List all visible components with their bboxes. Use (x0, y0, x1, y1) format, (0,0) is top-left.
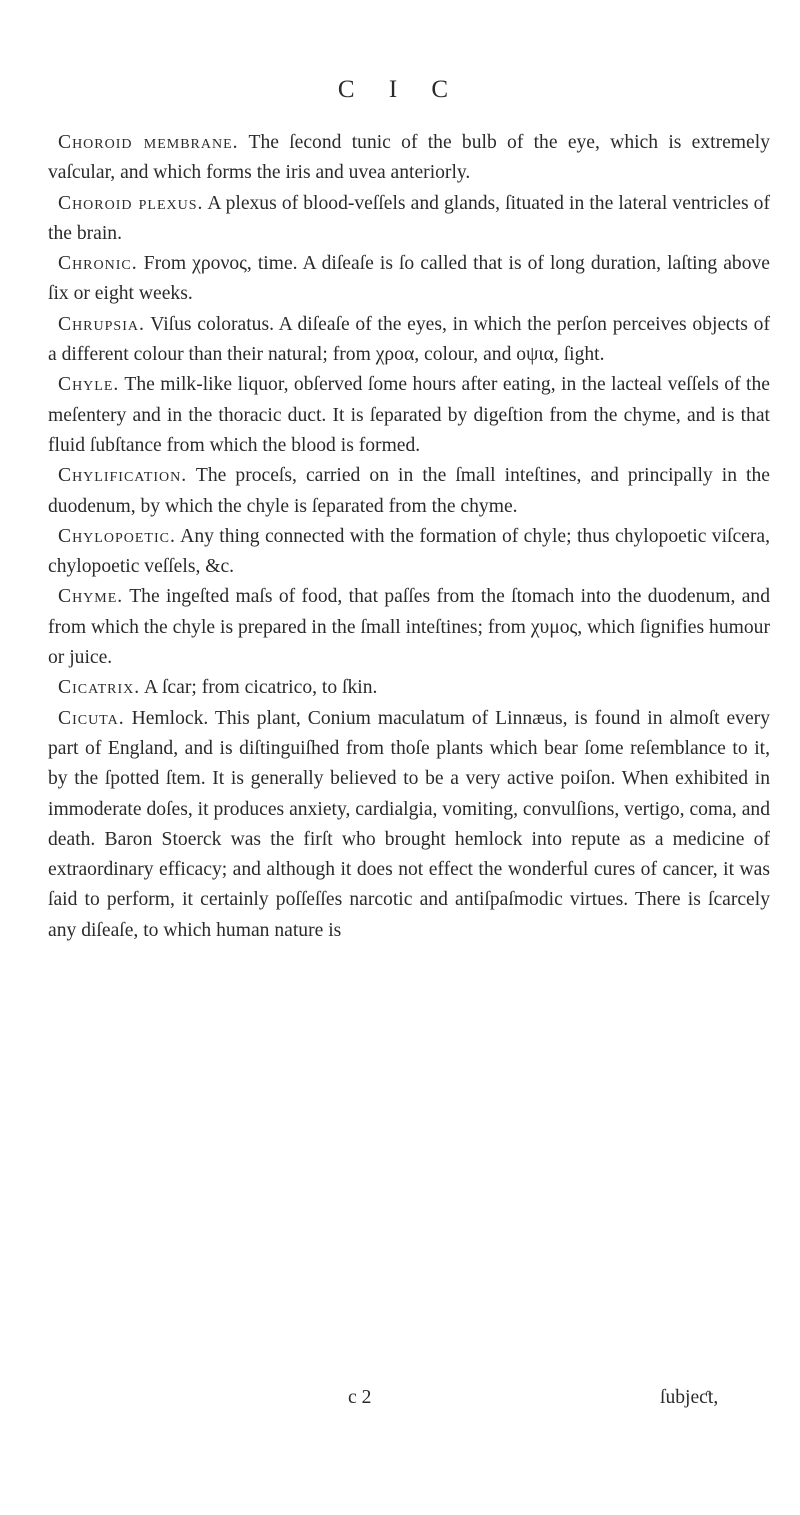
entry-text: The milk-like liquor, obſerved ſome hours after eating, in the lacteal veſſels of the meſentery and in the thoracic duct. It is ſeparated by digeſtion from the chyme, and is that fluid ſubſtance from which the blood is formed. (48, 374, 770, 456)
entry-term: Choroid plexus. (58, 192, 204, 214)
entry-choroid-membrane (38, 128, 770, 189)
signature-mark: c 2 (348, 1387, 372, 1408)
entry-choroid-plexus (38, 189, 770, 250)
entry-term: Chronic. (58, 253, 138, 275)
entry-cicatrix (38, 673, 770, 703)
catchword: ſubjeƈt, (660, 1387, 719, 1408)
entry-chylopoetic (38, 522, 770, 583)
entry-term: Chyle. (58, 374, 120, 396)
entry-text: The ſecond tunic of the bulb of the eye, which is extremely vaſcular, and which forms the iris and uvea anteriorly. (48, 132, 770, 184)
entry-chyle (38, 370, 770, 461)
entry-chylification (38, 461, 770, 522)
entry-text: The proceſs, carried on in the ſmall inteſtines, and principally in the duodenum, by which the chyle is ſeparated from the chyme. (48, 465, 770, 517)
dictionary-entries (48, 128, 770, 946)
entry-term: Chylopoetic. (58, 525, 176, 547)
page-footer (0, 1387, 800, 1417)
entry-chrupsia (38, 310, 770, 371)
entry-text: Hemlock. This plant, Conium maculatum of Linnæus, is found in almoſt every part of England, and is diſtinguiſhed from thoſe plants which bear ſome reſemblance to it, by the ſpotted ſtem. It is generally believed to be a very active poiſon. When exhibited in immoderate doſes, it produces anxiety, cardialgia, vomiting, convulſions, vertigo, coma, and death. Baron Stoerck was the firſt who brought hemlock into repute as a medicine of extraordinary efficacy; and although it does not effect the wonderful cures of cancer, it was ſaid to perform, it certainly poſſeſſes narcotic and antiſpaſmodic virtues. There is ſcarcely any diſeaſe, to which human nature is (48, 707, 770, 941)
entry-term: Chylification. (58, 465, 188, 487)
running-head: C I C (337, 76, 463, 103)
entry-term: Cicuta. (58, 707, 125, 729)
entry-text: Viſus coloratus. A diſeaſe of the eyes, in which the perſon perceives objects of a different colour than their natural; from χροα, colour, and οψια, ſight. (48, 313, 770, 366)
entry-text: From χρονος, time. A diſeaſe is ſo called that is of long duration, laſting above ſix or eight weeks. (48, 253, 770, 305)
entry-text: Any thing connected with the formation of chyle; thus chylopoetic viſcera, chylopoetic veſſels, &c. (48, 525, 770, 578)
entry-term: Choroid membrane. (58, 132, 239, 153)
entry-chyme (38, 582, 770, 673)
entry-term: Cicatrix. (58, 677, 141, 699)
entry-term: Chrupsia. (58, 313, 145, 335)
entry-chronic (38, 249, 770, 310)
entry-term: Chyme. (58, 586, 124, 608)
entry-text: A plexus of blood-veſſels and glands, ſituated in the lateral ventricles of the brain. (48, 192, 770, 244)
entry-cicuta (38, 704, 770, 946)
entry-text: The ingeſted maſs of food, that paſſes from the ſtomach into the duodenum, and from which the chyle is prepared in the ſmall inteſtines; from χυμος, which ſignifies humour or juice. (48, 586, 770, 669)
entry-text: A ſcar; from cicatrico, to ſkin. (140, 677, 378, 699)
